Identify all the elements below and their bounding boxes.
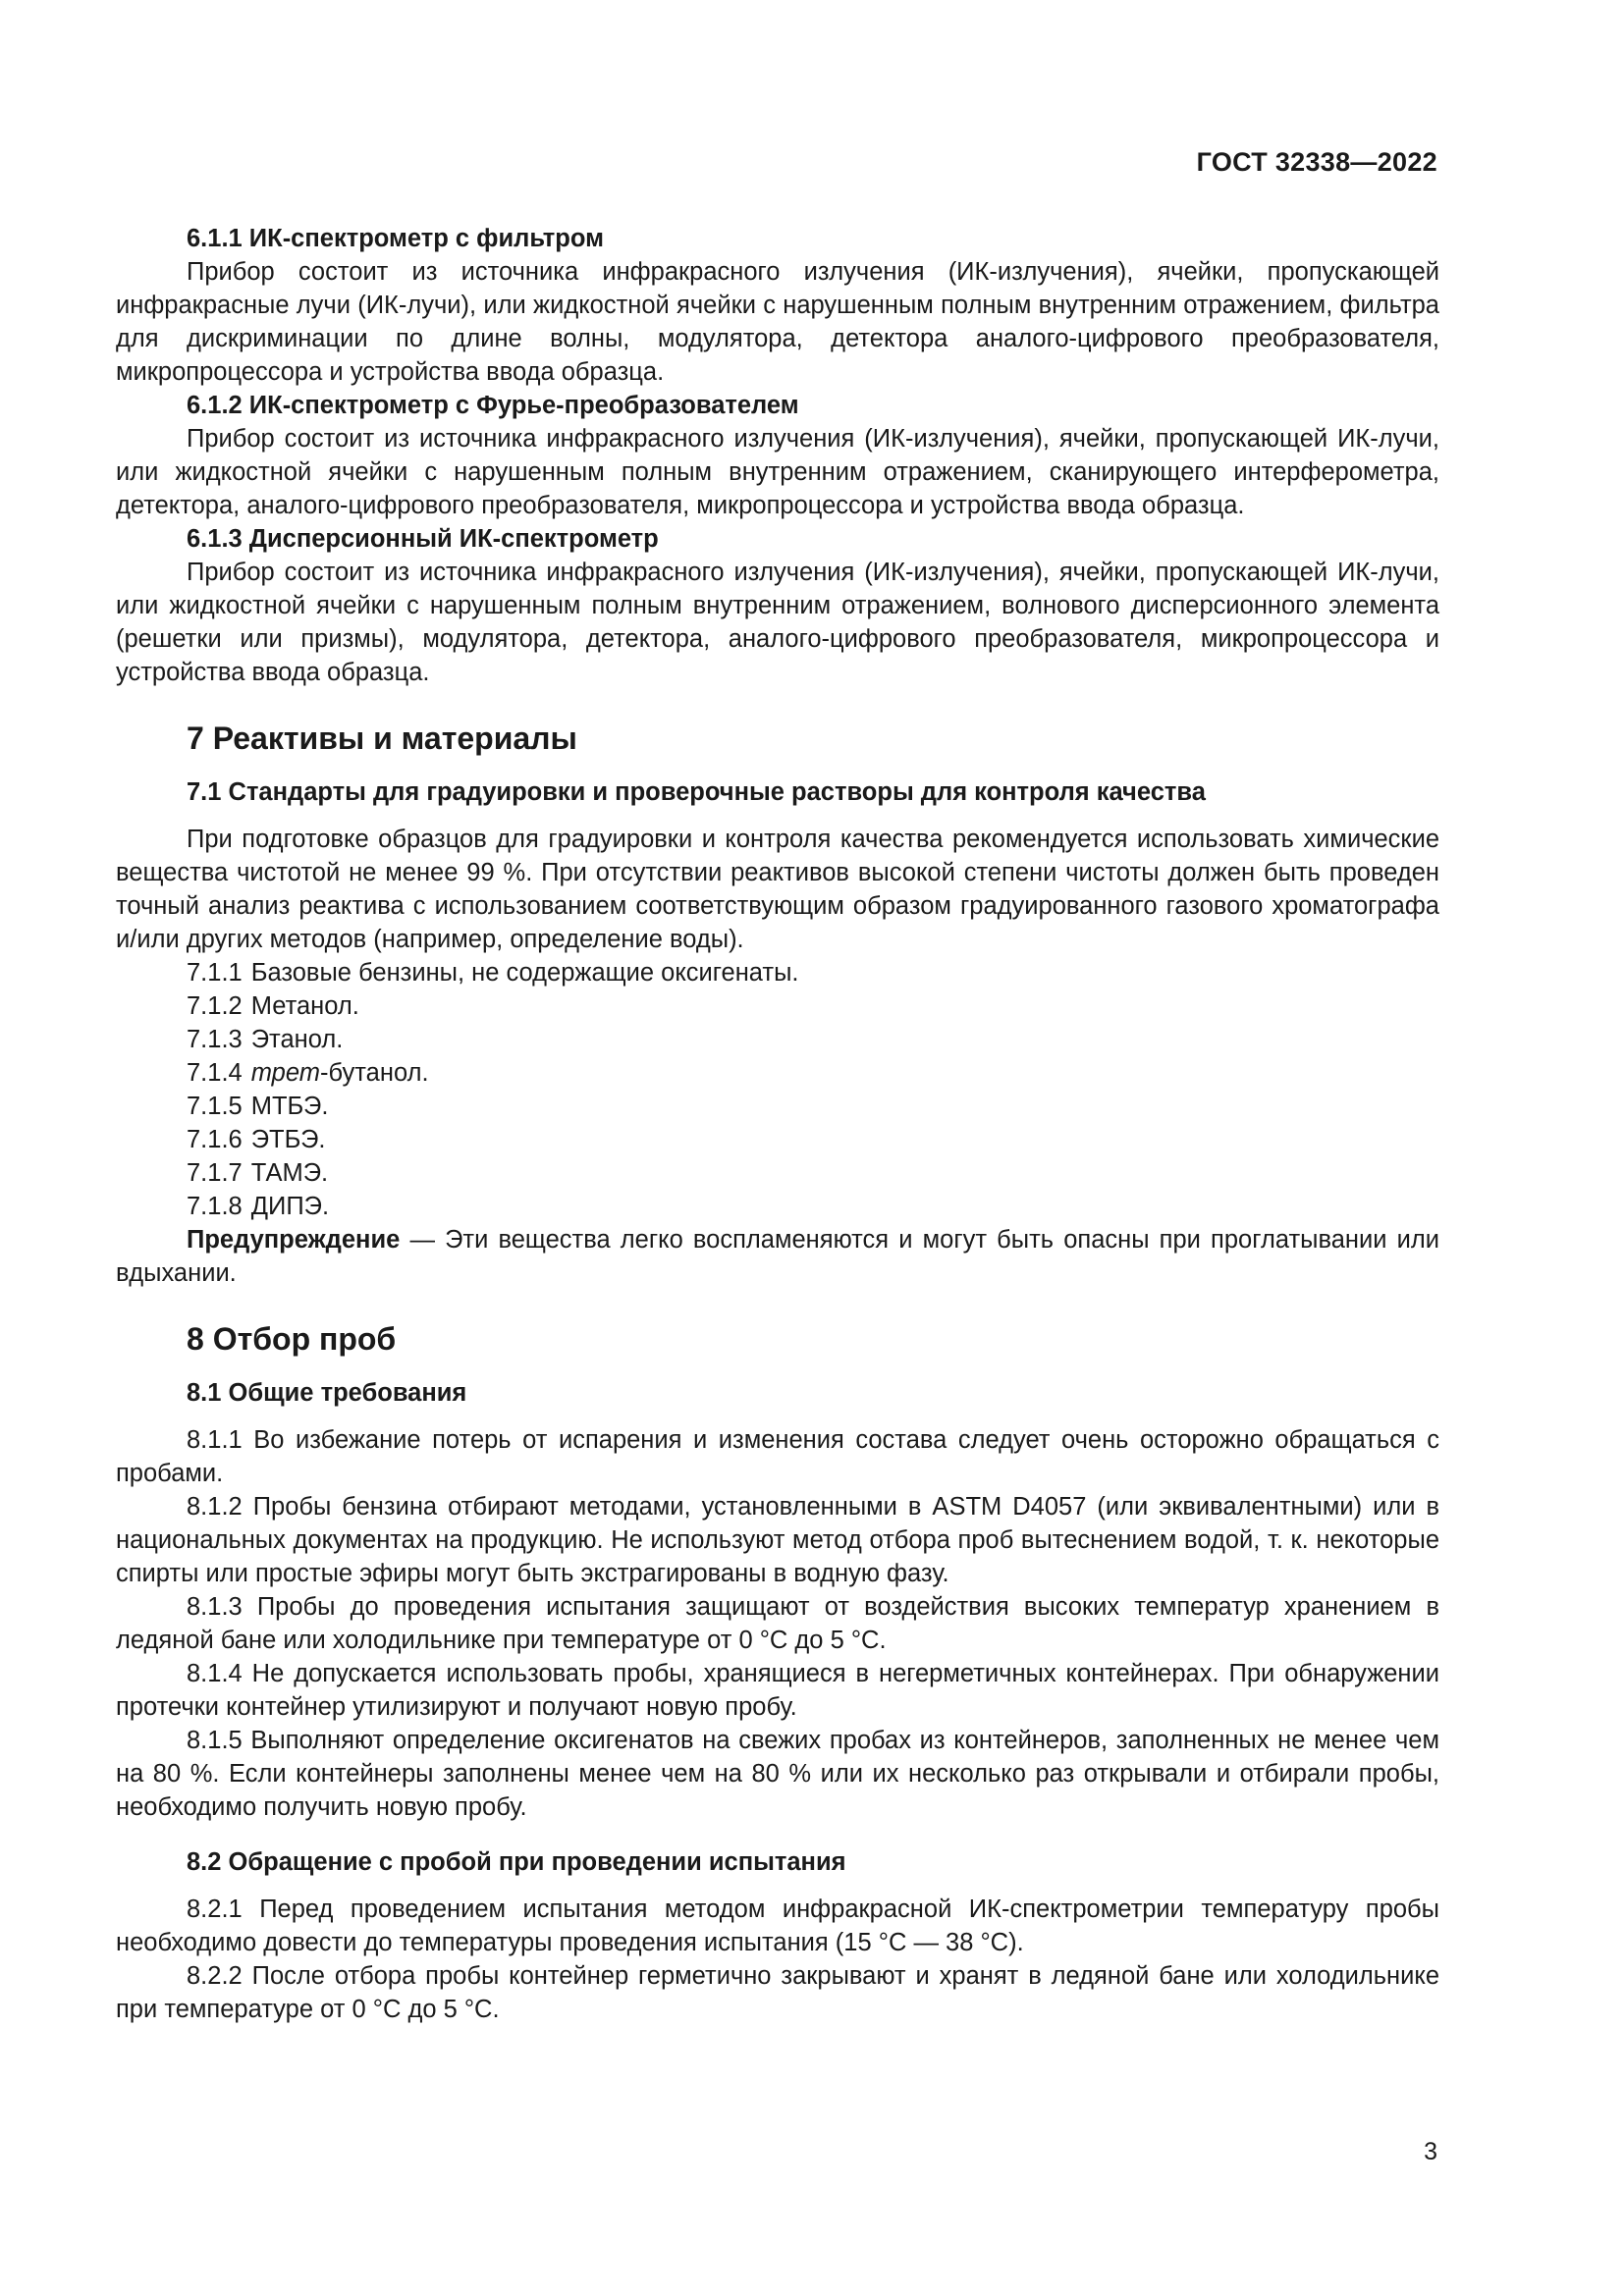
list-item: 7.1.6 ЭТБЭ.: [187, 1126, 326, 1153]
subsection-title-6-1-3: 6.1.3 Дисперсионный ИК-спектрометр: [187, 525, 659, 553]
paragraph-8-1-5: 8.1.5 Выполняют определение оксигенатов на свежих пробах из контейнеров, заполненных не менее чем на 80 %. Если контейнеры заполнены менее чем на 80 % или их несколько раз открывали и отбирали пробы, необходимо получить новую пробу.: [116, 1727, 1439, 1821]
list-item: 7.1.3 Этанол.: [187, 1026, 344, 1053]
paragraph-8-2-2: 8.2.2 После отбора пробы контейнер герметично закрывают и хранят в ледяной бане или холодильнике при температуре от 0 °С до 5 °С.: [116, 1962, 1439, 2023]
paragraph-8-1-2: 8.1.2 Пробы бензина отбирают методами, установленными в ASTM D4057 (или эквивалентными) или в национальных документах на продукцию. Не используют метод отбора проб вытеснением водой, т. к. некоторые спирты или простые эфиры могут быть экстрагированы в водную фазу.: [116, 1493, 1439, 1587]
list-item: 7.1.2 Метанол.: [187, 992, 359, 1020]
list-item: 7.1.7 ТАМЭ.: [187, 1159, 329, 1187]
paragraph-8-1-1: 8.1.1 Во избежание потерь от испарения и изменения состава следует очень осторожно обращаться с пробами.: [116, 1426, 1439, 1487]
list-item: 7.1.1 Базовые бензины, не содержащие оксигенаты.: [187, 959, 799, 987]
subsection-title-8-1: 8.1 Общие требования: [187, 1379, 467, 1407]
document-id-header: ГОСТ 32338—2022: [1196, 147, 1437, 177]
subsection-title-7-1: 7.1 Стандарты для градуировки и проверочные растворы для контроля качества: [187, 778, 1206, 806]
paragraph-8-1-4: 8.1.4 Не допускается использовать пробы, хранящиеся в негерметичных контейнерах. При обнаружении протечки контейнер утилизируют и получают новую пробу.: [116, 1660, 1439, 1721]
paragraph-8-1-3: 8.1.3 Пробы до проведения испытания защищают от воздействия высоких температур хранением в ледяной бане или холодильнике при температуре от 0 °С до 5 °С.: [116, 1593, 1439, 1654]
page-content: [116, 222, 1439, 2026]
list-item: 7.1.4 трет-бутанол.: [187, 1059, 429, 1087]
page-number: 3: [1424, 2138, 1437, 2165]
list-item: 7.1.5 МТБЭ.: [187, 1093, 329, 1120]
paragraph-7-1: При подготовке образцов для градуировки и контроля качества рекомендуется использовать химические вещества чистотой не менее 99 %. При отсутствии реактивов высокой степени чистоты должен быть проведен точный анализ реактива с использованием соответствующим образом градуированного газового хроматографа и/или других методов (например, определение воды).: [116, 826, 1439, 953]
section-title-8: 8 Отбор проб: [187, 1321, 397, 1357]
reagents-list: [116, 956, 1439, 1223]
paragraph-8-2-1: 8.2.1 Перед проведением испытания методом инфракрасной ИК-спектрометрии температуру пробы необходимо довести до температуры проведения испытания (15 °С — 38 °С).: [116, 1896, 1439, 1956]
warning-paragraph: Предупреждение — Эти вещества легко воспламеняются и могут быть опасны при проглатывании или вдыхании.: [116, 1226, 1439, 1287]
paragraph-6-1-1: Прибор состоит из источника инфракрасного излучения (ИК-излучения), ячейки, пропускающей инфракрасные лучи (ИК-лучи), или жидкостной ячейки с нарушенным полным внутренним отражением, фильтра для дискриминации по длине волны, модулятора, детектора аналого-цифрового преобразователя, микропроцессора и устройства ввода образца.: [116, 258, 1439, 386]
subsection-title-8-2: 8.2 Обращение с пробой при проведении испытания: [187, 1848, 846, 1876]
subsection-title-6-1-2: 6.1.2 ИК-спектрометр с Фурье-преобразователем: [187, 392, 799, 419]
paragraph-6-1-3: Прибор состоит из источника инфракрасного излучения (ИК-излучения), ячейки, пропускающей ИК-лучи, или жидкостной ячейки с нарушенным полным внутренним отражением, волнового дисперсионного элемента (решетки или призмы), модулятора, детектора, аналого-цифрового преобразователя, микропроцессора и устройства ввода образца.: [116, 559, 1439, 686]
subsection-title-6-1-1: 6.1.1 ИК-спектрометр с фильтром: [187, 225, 604, 252]
warning-label: Предупреждение: [187, 1226, 401, 1254]
list-item: 7.1.8 ДИПЭ.: [187, 1193, 330, 1220]
section-title-7: 7 Реактивы и материалы: [187, 721, 577, 756]
paragraph-6-1-2: Прибор состоит из источника инфракрасного излучения (ИК-излучения), ячейки, пропускающей ИК-лучи, или жидкостной ячейки с нарушенным полным внутренним отражением, сканирующего интерферометра, детектора, аналого-цифрового преобразователя, микропроцессора и устройства ввода образца.: [116, 425, 1439, 519]
